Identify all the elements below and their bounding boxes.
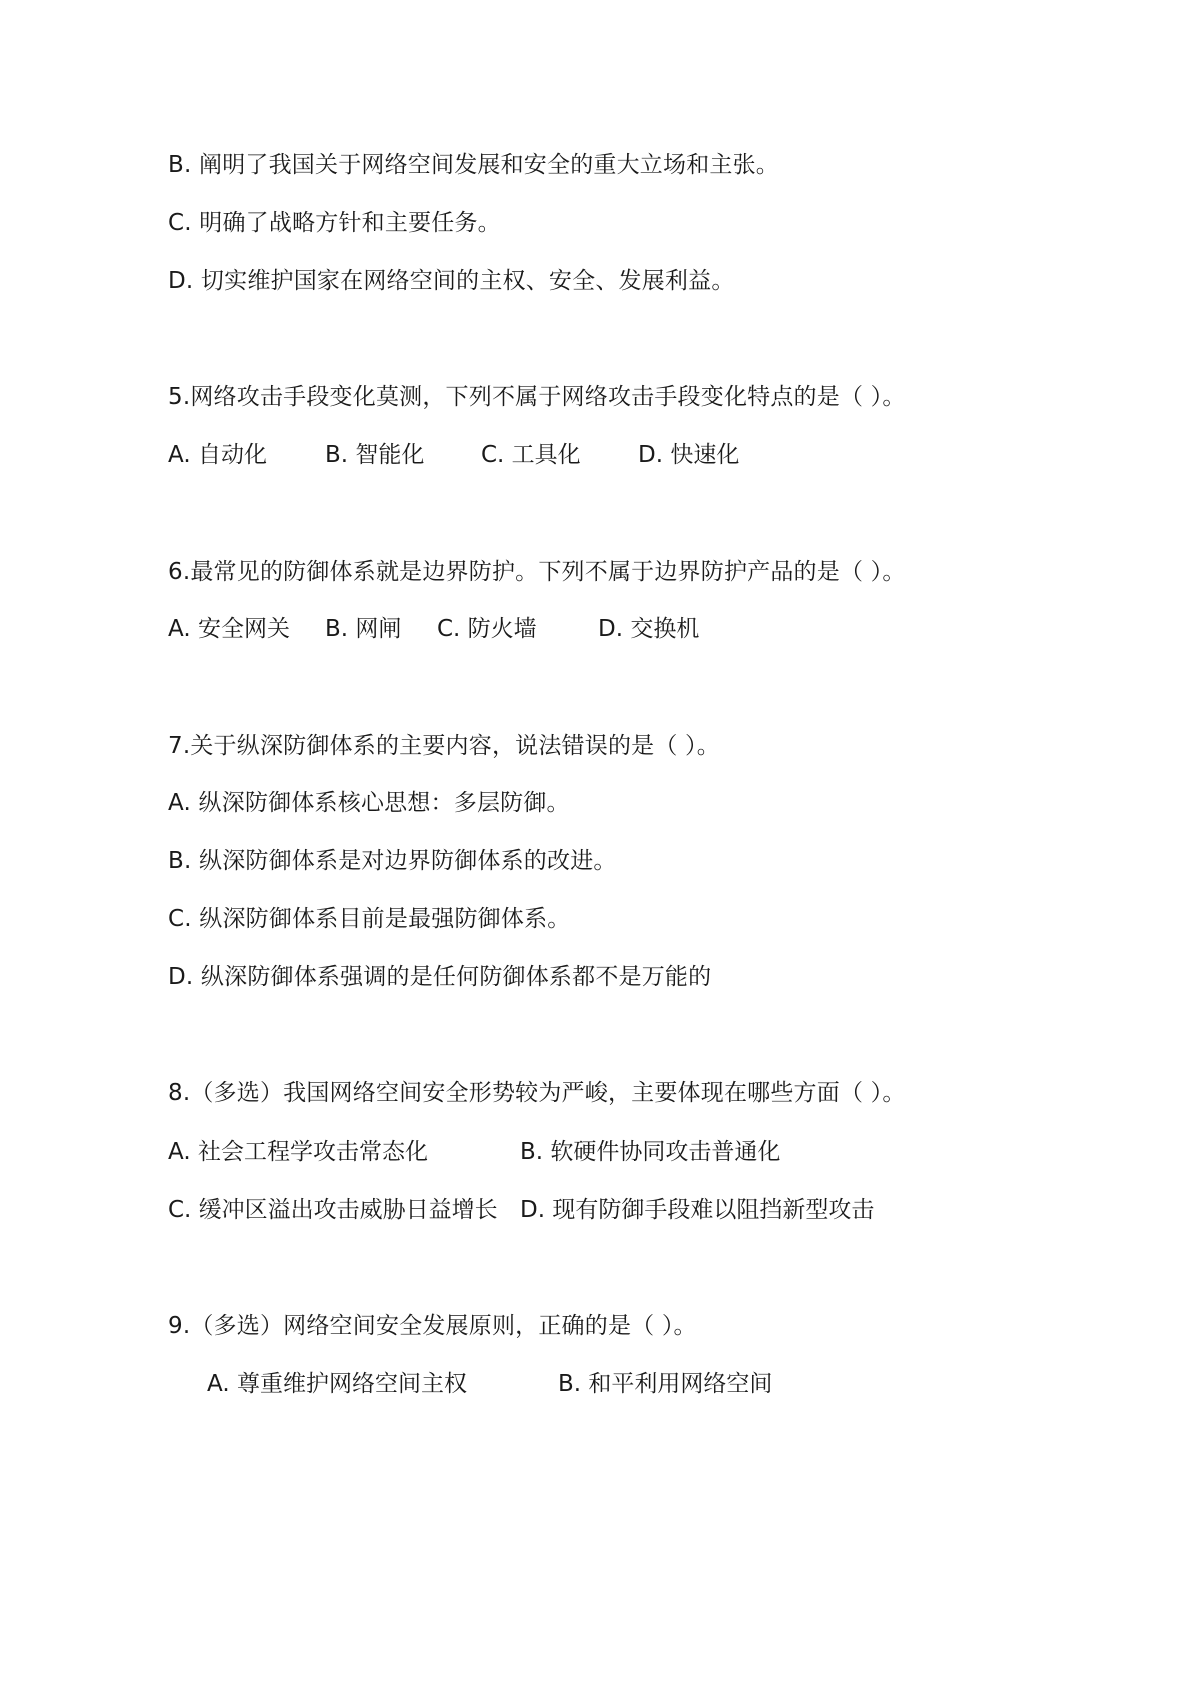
q6-option-d: D. 交换机 — [598, 616, 700, 642]
q7-option-b: B. 纵深防御体系是对边界防御体系的改进。 — [168, 848, 617, 874]
q8-stem: 8.（多选）我国网络空间安全形势较为严峻，主要体现在哪些方面（ ）。 — [168, 1080, 906, 1106]
q5-option-a: A. 自动化 — [168, 442, 267, 468]
q6-option-b: B. 网闸 — [325, 616, 402, 642]
q4-option-c: C. 明确了战略方针和主要任务。 — [168, 210, 501, 236]
q8-option-a: A. 社会工程学攻击常态化 — [168, 1139, 428, 1165]
q7-option-a: A. 纵深防御体系核心思想：多层防御。 — [168, 790, 570, 816]
q4-option-d: D. 切实维护国家在网络空间的主权、安全、发展利益。 — [168, 268, 735, 294]
q9-option-a: A. 尊重维护网络空间主权 — [207, 1371, 467, 1397]
q8-option-d: D. 现有防御手段难以阻挡新型攻击 — [520, 1197, 875, 1223]
q6-option-c: C. 防火墙 — [437, 616, 537, 642]
q9-option-b: B. 和平利用网络空间 — [558, 1371, 773, 1397]
q6-stem: 6.最常见的防御体系就是边界防护。下列不属于边界防护产品的是（ ）。 — [168, 559, 906, 585]
q8-option-b: B. 软硬件协同攻击普通化 — [520, 1139, 781, 1165]
q7-option-c: C. 纵深防御体系目前是最强防御体系。 — [168, 906, 571, 932]
q8-option-c: C. 缓冲区溢出攻击威胁日益增长 — [168, 1197, 498, 1223]
q7-stem: 7.关于纵深防御体系的主要内容，说法错误的是（ ）。 — [168, 733, 720, 759]
q7-option-d: D. 纵深防御体系强调的是任何防御体系都不是万能的 — [168, 964, 712, 990]
q5-option-b: B. 智能化 — [325, 442, 425, 468]
q5-stem: 5.网络攻击手段变化莫测，下列不属于网络攻击手段变化特点的是（ ）。 — [168, 384, 906, 410]
q4-option-b: B. 阐明了我国关于网络空间发展和安全的重大立场和主张。 — [168, 152, 780, 178]
q5-option-d: D. 快速化 — [638, 442, 740, 468]
q9-stem: 9.（多选）网络空间安全发展原则，正确的是（ ）。 — [168, 1313, 697, 1339]
q5-option-c: C. 工具化 — [481, 442, 581, 468]
q6-option-a: A. 安全网关 — [168, 616, 290, 642]
